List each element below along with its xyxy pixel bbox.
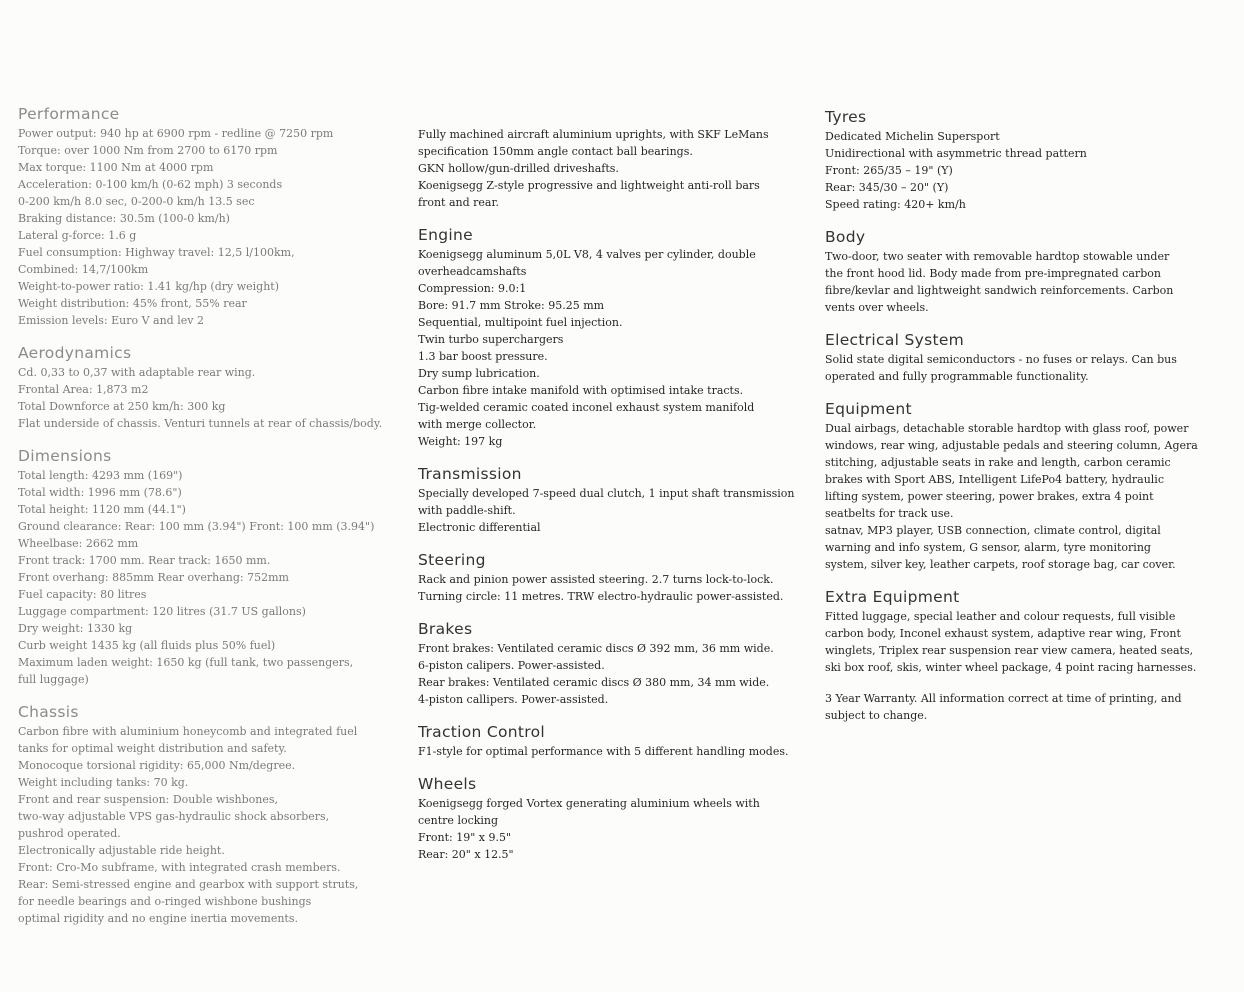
column-left	[18, 104, 398, 941]
spec-line: Koenigsegg forged Vortex generating aluminium wheels with	[418, 797, 760, 810]
spec-line: satnav, MP3 player, USB connection, climate control, digital	[825, 524, 1161, 537]
spec-line: Bore: 91.7 mm Stroke: 95.25 mm	[418, 299, 605, 312]
spec-line: stitching, adjustable seats in rake and length, carbon ceramic	[825, 456, 1171, 469]
spec-line: Dedicated Michelin Supersport	[825, 130, 1000, 143]
spec-line: specification 150mm angle contact ball bearings.	[418, 145, 693, 158]
spec-line: Maximum laden weight: 1650 kg (full tank, two passengers,	[18, 656, 354, 669]
section-heading: Performance	[18, 105, 120, 123]
spec-line: Front: 19" x 9.5"	[418, 831, 512, 844]
spec-line: Sequential, multipoint fuel injection.	[418, 316, 623, 329]
section-engine	[418, 225, 808, 450]
spec-line: Dry weight: 1330 kg	[18, 622, 133, 635]
spec-line: Front brakes: Ventilated ceramic discs Ø 392 mm, 36 mm wide.	[418, 642, 774, 655]
spec-line: operated and fully programmable functionality.	[825, 370, 1089, 383]
section-performance	[18, 104, 398, 329]
spec-line: Rear: 345/30 – 20" (Y)	[825, 181, 949, 194]
spec-line: Flat underside of chassis. Venturi tunnels at rear of chassis/body.	[18, 417, 383, 430]
section-col2-0	[418, 126, 808, 211]
section-steering	[418, 550, 808, 605]
spec-line: tanks for optimal weight distribution and safety.	[18, 742, 287, 755]
spec-line: front and rear.	[418, 196, 500, 209]
section-col3-5	[825, 690, 1225, 724]
spec-line: Front track: 1700 mm. Rear track: 1650 mm.	[18, 554, 271, 567]
spec-line: carbon body, Inconel exhaust system, adaptive rear wing, Front	[825, 627, 1181, 640]
spec-line: full luggage)	[18, 673, 89, 686]
spec-line: centre locking	[418, 814, 499, 827]
spec-line: Electronically adjustable ride height.	[18, 844, 225, 857]
spec-line: Twin turbo superchargers	[418, 333, 564, 346]
spec-line: Speed rating: 420+ km/h	[825, 198, 966, 211]
spec-line: system, silver key, leather carpets, roof storage bag, car cover.	[825, 558, 1176, 571]
section-electrical-system	[825, 330, 1225, 385]
spec-line: with merge collector.	[418, 418, 537, 431]
section-extra-equipment	[825, 587, 1225, 676]
spec-line: Weight distribution: 45% front, 55% rear	[18, 297, 247, 310]
spec-line: Unidirectional with asymmetric thread pattern	[825, 147, 1087, 160]
spec-line: Rack and pinion power assisted steering. 2.7 turns lock-to-lock.	[418, 573, 774, 586]
spec-line: seatbelts for track use.	[825, 507, 954, 520]
section-body	[825, 227, 1225, 316]
spec-line: for needle bearings and o-ringed wishbone bushings	[18, 895, 312, 908]
spec-line: 6-piston calipers. Power-assisted.	[418, 659, 605, 672]
spec-line: Frontal Area: 1,873 m2	[18, 383, 149, 396]
spec-line: 0-200 km/h 8.0 sec, 0-200-0 km/h 13.5 sec	[18, 195, 255, 208]
section-heading: Chassis	[18, 703, 79, 721]
spec-line: vents over wheels.	[825, 301, 929, 314]
spec-line: Weight: 197 kg	[418, 435, 503, 448]
spec-line: subject to change.	[825, 709, 928, 722]
spec-line: Rear brakes: Ventilated ceramic discs Ø 380 mm, 34 mm wide.	[418, 676, 770, 689]
spec-line: Fuel consumption: Highway travel: 12,5 l/100km,	[18, 246, 295, 259]
spec-line: 1.3 bar boost pressure.	[418, 350, 548, 363]
spec-line: Emission levels: Euro V and lev 2	[18, 314, 204, 327]
section-heading: Traction Control	[418, 723, 546, 741]
spec-line: with paddle-shift.	[418, 504, 516, 517]
spec-line: Curb weight 1435 kg (all fluids plus 50% fuel)	[18, 639, 276, 652]
spec-line: Fuel capacity: 80 litres	[18, 588, 147, 601]
section-transmission	[418, 464, 808, 536]
spec-line: Turning circle: 11 metres. TRW electro-hydraulic power-assisted.	[418, 590, 784, 603]
section-tyres	[825, 107, 1225, 213]
spec-line: windows, rear wing, adjustable pedals and steering column, Agera	[825, 439, 1198, 452]
spec-line: the front hood lid. Body made from pre-impregnated carbon	[825, 267, 1161, 280]
spec-line: Specially developed 7-speed dual clutch, 1 input shaft transmission	[418, 487, 795, 500]
spec-line: optimal rigidity and no engine inertia movements.	[18, 912, 298, 925]
spec-line: Weight-to-power ratio: 1.41 kg/hp (dry weight)	[18, 280, 279, 293]
spec-line: lifting system, power steering, power brakes, extra 4 point	[825, 490, 1154, 503]
spec-line: Rear: Semi-stressed engine and gearbox with support struts,	[18, 878, 359, 891]
spec-line: Total length: 4293 mm (169")	[18, 469, 183, 482]
spec-line: Dry sump lubrication.	[418, 367, 540, 380]
section-heading: Tyres	[825, 108, 867, 126]
spec-line: two-way adjustable VPS gas-hydraulic shock absorbers,	[18, 810, 330, 823]
section-heading: Dimensions	[18, 447, 112, 465]
spec-line: 3 Year Warranty. All information correct at time of printing, and	[825, 692, 1182, 705]
column-middle	[418, 126, 808, 877]
section-wheels	[418, 774, 808, 863]
spec-line: GKN hollow/gun-drilled driveshafts.	[418, 162, 619, 175]
section-heading: Body	[825, 228, 866, 246]
spec-line: Total height: 1120 mm (44.1")	[18, 503, 186, 516]
spec-line: Combined: 14,7/100km	[18, 263, 149, 276]
spec-line: winglets, Triplex rear suspension rear view camera, heated seats,	[825, 644, 1194, 657]
spec-line: Ground clearance: Rear: 100 mm (3.94") Front: 100 mm (3.94")	[18, 520, 375, 533]
spec-line: Solid state digital semiconductors - no fuses or relays. Can bus	[825, 353, 1177, 366]
section-heading: Equipment	[825, 400, 912, 418]
spec-line: Monocoque torsional rigidity: 65,000 Nm/degree.	[18, 759, 296, 772]
column-right	[825, 107, 1225, 738]
spec-line: Front and rear suspension: Double wishbones,	[18, 793, 279, 806]
spec-line: Tig-welded ceramic coated inconel exhaust system manifold	[418, 401, 755, 414]
section-heading: Transmission	[418, 465, 522, 483]
spec-line: Max torque: 1100 Nm at 4000 rpm	[18, 161, 214, 174]
section-brakes	[418, 619, 808, 708]
spec-line: Fitted luggage, special leather and colour requests, full visible	[825, 610, 1176, 623]
spec-line: Torque: over 1000 Nm from 2700 to 6170 rpm	[18, 144, 278, 157]
spec-line: Electronic differential	[418, 521, 541, 534]
section-aerodynamics	[18, 343, 398, 432]
section-equipment	[825, 399, 1225, 573]
spec-line: pushrod operated.	[18, 827, 121, 840]
spec-line: 4-piston callipers. Power-assisted.	[418, 693, 609, 706]
spec-line: warning and info system, G sensor, alarm, tyre monitoring	[825, 541, 1151, 554]
spec-line: Carbon fibre with aluminium honeycomb and integrated fuel	[18, 725, 358, 738]
spec-line: Total width: 1996 mm (78.6")	[18, 486, 182, 499]
spec-line: overheadcamshafts	[418, 265, 527, 278]
section-heading: Steering	[418, 551, 486, 569]
spec-line: Rear: 20" x 12.5"	[418, 848, 514, 861]
section-heading: Aerodynamics	[18, 344, 132, 362]
section-heading: Extra Equipment	[825, 588, 960, 606]
spec-line: Braking distance: 30.5m (100-0 km/h)	[18, 212, 230, 225]
spec-line: Dual airbags, detachable storable hardtop with glass roof, power	[825, 422, 1189, 435]
spec-line: Front: 265/35 – 19" (Y)	[825, 164, 953, 177]
section-chassis	[18, 702, 398, 927]
spec-line: Front: Cro-Mo subframe, with integrated crash members.	[18, 861, 341, 874]
spec-line: Carbon fibre intake manifold with optimised intake tracts.	[418, 384, 744, 397]
spec-line: Front overhang: 885mm Rear overhang: 752mm	[18, 571, 289, 584]
spec-line: Two-door, two seater with removable hardtop stowable under	[825, 250, 1170, 263]
spec-line: Fully machined aircraft aluminium uprights, with SKF LeMans	[418, 128, 769, 141]
spec-line: Lateral g-force: 1.6 g	[18, 229, 137, 242]
section-traction-control	[418, 722, 808, 760]
section-heading: Brakes	[418, 620, 473, 638]
spec-line: brakes with Sport ABS, Intelligent LifePo4 battery, hydraulic	[825, 473, 1164, 486]
spec-line: ski box roof, skis, winter wheel package, 4 point racing harnesses.	[825, 661, 1197, 674]
spec-line: Koenigsegg Z-style progressive and lightweight anti-roll bars	[418, 179, 760, 192]
section-dimensions	[18, 446, 398, 688]
spec-line: Compression: 9.0:1	[418, 282, 527, 295]
spec-line: Luggage compartment: 120 litres (31.7 US gallons)	[18, 605, 306, 618]
spec-line: Cd. 0,33 to 0,37 with adaptable rear wing.	[18, 366, 256, 379]
spec-line: Weight including tanks: 70 kg.	[18, 776, 189, 789]
section-heading: Engine	[418, 226, 473, 244]
spec-line: Total Downforce at 250 km/h: 300 kg	[18, 400, 226, 413]
spec-line: fibre/kevlar and lightweight sandwich reinforcements. Carbon	[825, 284, 1174, 297]
spec-line: Wheelbase: 2662 mm	[18, 537, 139, 550]
section-heading: Electrical System	[825, 331, 965, 349]
spec-line: Acceleration: 0-100 km/h (0-62 mph) 3 seconds	[18, 178, 283, 191]
spec-line: Koenigsegg aluminum 5,0L V8, 4 valves per cylinder, double	[418, 248, 756, 261]
section-heading: Wheels	[418, 775, 477, 793]
spec-line: F1-style for optimal performance with 5 different handling modes.	[418, 745, 789, 758]
spec-line: Power output: 940 hp at 6900 rpm - redline @ 7250 rpm	[18, 127, 334, 140]
